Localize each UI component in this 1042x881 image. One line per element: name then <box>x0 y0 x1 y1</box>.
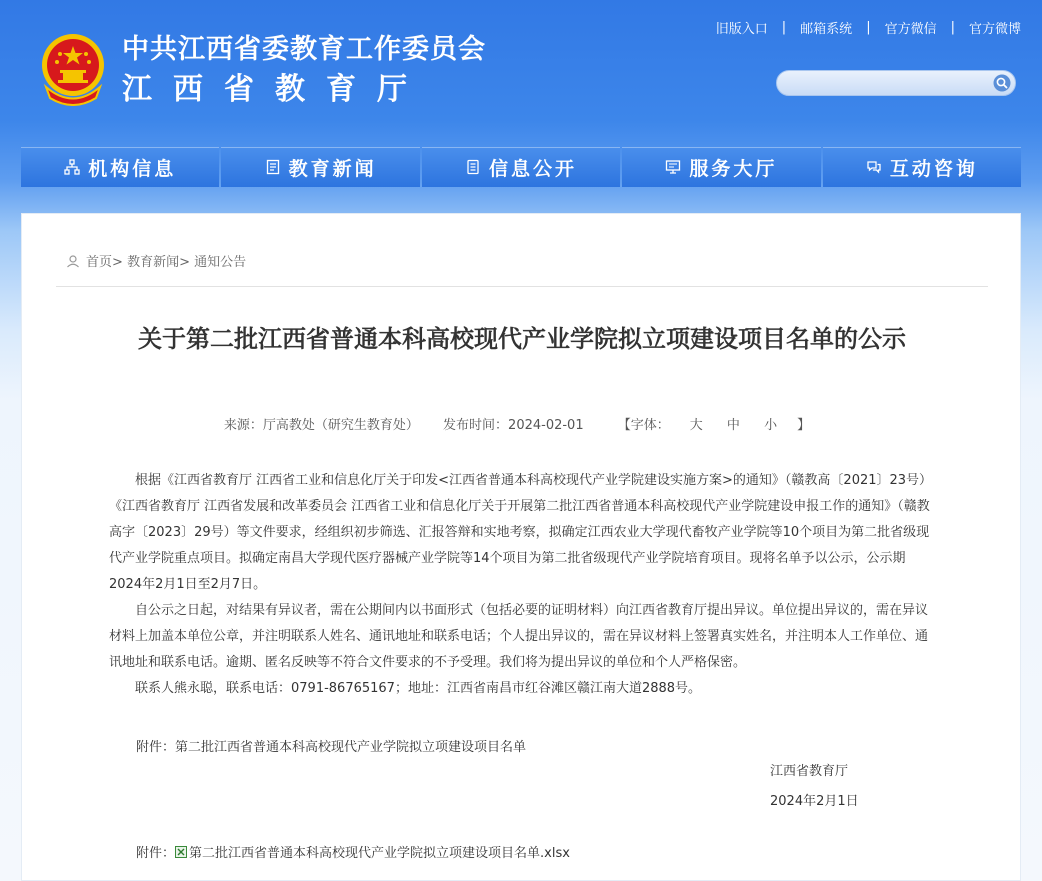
divider <box>56 286 988 287</box>
nav-item-interactive-consult[interactable] <box>823 147 1021 187</box>
font-size-label: 【字体： <box>617 418 670 433</box>
official-weibo-link[interactable]: 官方微博 <box>968 22 1021 37</box>
article-body <box>109 468 933 702</box>
nav-item-info-disclosure[interactable] <box>422 147 620 187</box>
top-links <box>716 18 1021 37</box>
breadcrumb-separator: > <box>179 255 190 270</box>
sign-date: 2024年2月1日 <box>770 794 859 809</box>
article-title: 关于第二批江西省普通本科高校现代产业学院拟立项建设项目名单的公示 <box>138 325 906 353</box>
mail-system-link[interactable]: 邮箱系统 <box>800 22 853 37</box>
site-title-line2: 江西省教育厅 <box>122 72 428 107</box>
chat-bubbles-icon <box>866 159 882 175</box>
user-icon <box>66 254 80 268</box>
attachment-file-link[interactable]: 第二批江西省普通本科高校现代产业学院拟立项建设项目名单.xlsx <box>189 846 570 861</box>
paragraph: 联系人熊永聪，联系电话：0791-86765167；地址：江西省南昌市红谷滩区赣江南大道2888号。 <box>135 681 702 696</box>
nav-label: 信息公开 <box>489 157 578 180</box>
document-icon <box>265 159 281 175</box>
nav-label: 服务大厅 <box>689 157 778 180</box>
old-version-link[interactable]: 旧版入口 <box>715 22 768 37</box>
content-panel <box>21 213 1021 881</box>
nav-label: 机构信息 <box>88 157 177 180</box>
article-source: 来源：厅高教处（研究生教育处） <box>223 418 419 433</box>
breadcrumb-education-news[interactable]: 教育新闻 <box>127 255 180 270</box>
official-wechat-link[interactable]: 官方微信 <box>884 22 937 37</box>
main-nav <box>21 147 1021 187</box>
font-size-close: 】 <box>797 418 811 433</box>
org-chart-icon <box>64 159 80 175</box>
search-input[interactable] <box>787 74 991 94</box>
site-title-line1: 中共江西省委教育工作委员会 <box>122 34 486 65</box>
national-emblem-icon <box>38 32 108 106</box>
nav-item-service-hall[interactable] <box>622 147 820 187</box>
paragraph: 根据《江西省教育厅 江西省工业和信息化厅关于印发<江西省普通本科高校现代产业学院建设实施方案>的通知》（赣教高〔2021〕23号）《江西省教育厅 江西省发展和改革委员会 江西省工业和信息化厅关于开展第二批江西省普通本科高校现代产业学院建设申报工作的通知》（赣教高字〔2023〕29号）等文件要求，经组织初步筛选、汇报答辩和实地考察，拟确定江西农业大学现代畜牧产业学院等10个项目为第二批省级现代产业学院重点项目。拟确定南昌大学现代医疗器械产业学院等14个项目为第二批省级现代产业学院培育项目。现将名单予以公示，公示期2024年2月1日至2月7日。 <box>109 473 933 592</box>
font-size-switcher <box>608 418 820 433</box>
font-small-option[interactable]: 小 <box>764 418 778 433</box>
breadcrumb-notices[interactable]: 通知公告 <box>194 255 247 270</box>
search-box <box>776 70 1016 96</box>
signer: 江西省教育厅 <box>770 764 849 779</box>
separator: | <box>950 20 955 35</box>
font-medium-option[interactable]: 中 <box>726 418 740 433</box>
paragraph: 自公示之日起，对结果有异议者，需在公期间内以书面形式（包括必要的证明材料）向江西省教育厅提出异议。单位提出异议的，需在异议材料上加盖本单位公章，并注明联系人姓名、通讯地址和联系电话；个人提出异议的，需在异议材料上签署真实姓名，并注明本人工作单位、通讯地址和联系电话。逾期、匿名反映等不符合文件要求的不予受理。我们将为提出异议的单位和个人严格保密。 <box>109 603 929 670</box>
article-date: 发布时间：2024-02-01 <box>443 418 584 433</box>
search-icon[interactable] <box>993 74 1011 92</box>
site-title <box>122 34 486 110</box>
separator: | <box>781 20 787 35</box>
attachment-download <box>136 842 570 861</box>
monitor-icon <box>665 159 681 175</box>
article-meta <box>22 414 1022 433</box>
separator: | <box>866 20 871 35</box>
attachment-note: 附件：第二批江西省普通本科高校现代产业学院拟立项建设项目名单 <box>136 740 527 755</box>
font-large-option[interactable]: 大 <box>689 418 703 433</box>
breadcrumb <box>66 251 246 270</box>
breadcrumb-home[interactable]: 首页 <box>86 255 113 270</box>
nav-label: 互动咨询 <box>889 157 978 180</box>
document-list-icon <box>465 159 481 175</box>
excel-file-icon <box>175 846 187 858</box>
nav-item-education-news[interactable] <box>221 147 419 187</box>
breadcrumb-separator: > <box>112 255 123 270</box>
nav-item-org-info[interactable] <box>21 147 219 187</box>
attachment-label: 附件： <box>136 846 176 861</box>
nav-label: 教育新闻 <box>288 157 377 180</box>
